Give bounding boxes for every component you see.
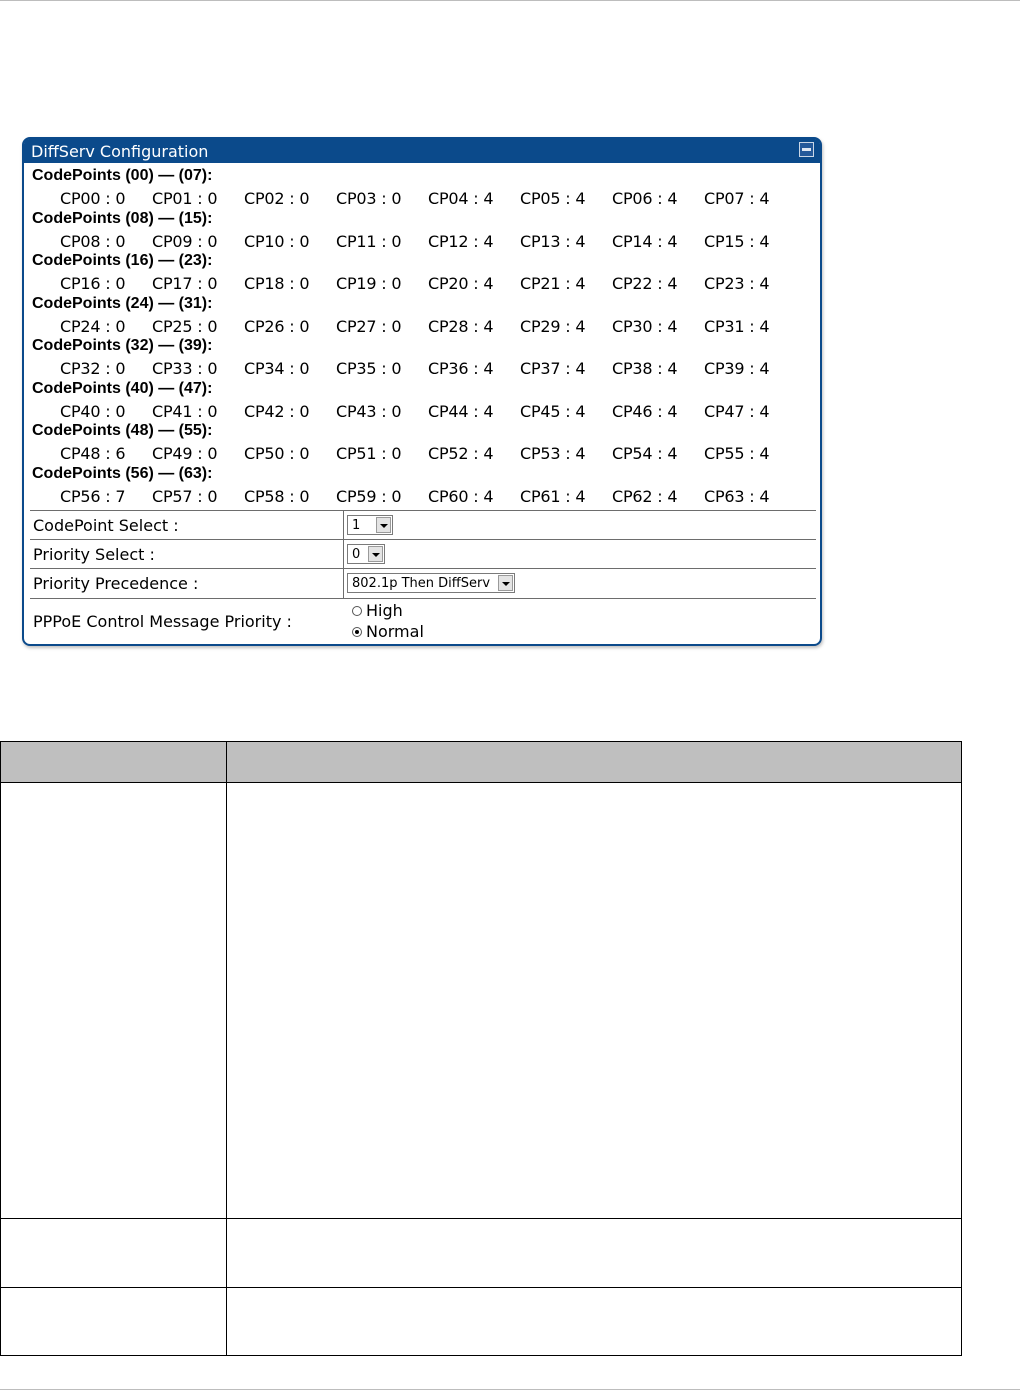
codepoint-value: CP20 : 4	[428, 274, 494, 293]
priority-select-value: 0	[352, 547, 361, 562]
codepoint-value: CP47 : 4	[704, 401, 770, 421]
codepoint-value: CP24 : 0	[60, 316, 126, 336]
codepoint-value: CP41 : 0	[152, 401, 218, 421]
codepoint-value: CP50 : 0	[244, 444, 310, 463]
codepoint-value: CP59 : 0	[336, 486, 402, 506]
radio-normal[interactable]	[352, 627, 362, 637]
chevron-down-icon[interactable]	[368, 546, 383, 562]
codepoint-value: CP62 : 4	[612, 486, 678, 506]
priority-precedence-select[interactable]	[347, 573, 515, 593]
codepoint-value: CP35 : 0	[336, 359, 402, 378]
codepoint-value: CP30 : 4	[612, 316, 678, 336]
panel-header	[24, 139, 820, 163]
pppoe-priority-row	[30, 598, 816, 644]
codepoint-value: CP11 : 0	[336, 231, 402, 251]
codepoint-select-row	[30, 510, 816, 540]
panel-title: DiffServ Configuration	[31, 142, 209, 161]
codepoint-value: CP31 : 4	[704, 316, 770, 336]
codepoint-value: CP39 : 4	[704, 359, 770, 378]
codepoint-value: CP61 : 4	[520, 486, 586, 506]
codepoint-value: CP25 : 0	[152, 316, 218, 336]
codepoint-value: CP34 : 0	[244, 359, 310, 378]
chevron-down-icon[interactable]	[376, 517, 391, 533]
minimize-icon[interactable]	[799, 142, 814, 157]
codepoint-value: CP29 : 4	[520, 316, 586, 336]
priority-select[interactable]	[347, 544, 385, 564]
codepoint-value: CP13 : 4	[520, 231, 586, 251]
page-top-rule	[0, 0, 1020, 1]
codepoint-group-header: CodePoints (32) — (39):	[32, 337, 213, 354]
codepoint-value: CP12 : 4	[428, 231, 494, 251]
codepoint-value: CP40 : 0	[60, 401, 126, 421]
description-table	[0, 741, 962, 1356]
radio-high-label: High	[366, 601, 403, 620]
codepoint-value: CP26 : 0	[244, 316, 310, 336]
diffserv-panel	[22, 137, 822, 646]
codepoint-value: CP43 : 0	[336, 401, 402, 421]
codepoint-value: CP45 : 4	[520, 401, 586, 421]
codepoint-value: CP55 : 4	[704, 444, 770, 463]
codepoint-value: CP27 : 0	[336, 316, 402, 336]
codepoint-group-header: CodePoints (40) — (47):	[32, 379, 213, 397]
codepoint-value: CP44 : 4	[428, 401, 494, 421]
codepoint-value: CP32 : 0	[60, 359, 126, 378]
codepoint-value: CP15 : 4	[704, 231, 770, 251]
codepoint-value: CP58 : 0	[244, 486, 310, 506]
codepoint-value: CP51 : 0	[336, 444, 402, 463]
codepoint-group-header: CodePoints (08) — (15):	[32, 209, 213, 227]
codepoint-group-header: CodePoints (00) — (07):	[32, 167, 213, 184]
codepoint-select-value: 1	[352, 518, 361, 533]
codepoint-value: CP54 : 4	[612, 444, 678, 463]
pppoe-priority-label: PPPoE Control Message Priority :	[33, 612, 292, 631]
codepoint-value: CP08 : 0	[60, 231, 126, 251]
codepoint-value: CP18 : 0	[244, 274, 310, 293]
codepoint-group-header: CodePoints (48) — (55):	[32, 422, 213, 439]
codepoint-value: CP33 : 0	[152, 359, 218, 378]
codepoint-value: CP00 : 0	[60, 189, 126, 208]
codepoint-value: CP16 : 0	[60, 274, 126, 293]
codepoint-value: CP57 : 0	[152, 486, 218, 506]
codepoint-value: CP03 : 0	[336, 189, 402, 208]
codepoint-value: CP38 : 4	[612, 359, 678, 378]
codepoint-select-label: CodePoint Select :	[33, 516, 179, 535]
codepoint-value: CP05 : 4	[520, 189, 586, 208]
description-table-row-divider	[1, 1218, 961, 1219]
pppoe-option-high[interactable]	[352, 601, 403, 620]
codepoint-value: CP42 : 0	[244, 401, 310, 421]
priority-precedence-label: Priority Precedence :	[33, 574, 199, 593]
codepoint-value: CP49 : 0	[152, 444, 218, 463]
codepoint-group-header: CodePoints (24) — (31):	[32, 294, 213, 312]
codepoint-group-header: CodePoints (56) — (63):	[32, 464, 213, 482]
priority-select-label: Priority Select :	[33, 545, 155, 564]
codepoint-value: CP01 : 0	[152, 189, 218, 208]
codepoint-value: CP56 : 7	[60, 486, 126, 506]
codepoint-value: CP28 : 4	[428, 316, 494, 336]
codepoint-value: CP36 : 4	[428, 359, 494, 378]
codepoint-value: CP14 : 4	[612, 231, 678, 251]
codepoint-value: CP02 : 0	[244, 189, 310, 208]
radio-high[interactable]	[352, 606, 362, 616]
codepoint-value: CP46 : 4	[612, 401, 678, 421]
codepoint-value: CP07 : 4	[704, 189, 770, 208]
codepoint-value: CP21 : 4	[520, 274, 586, 293]
description-table-header	[1, 742, 961, 783]
codepoint-value: CP19 : 0	[336, 274, 402, 293]
pppoe-option-normal[interactable]	[352, 622, 424, 641]
codepoint-value: CP06 : 4	[612, 189, 678, 208]
chevron-down-icon[interactable]	[498, 575, 513, 591]
priority-select-row	[30, 539, 816, 569]
codepoint-value: CP60 : 4	[428, 486, 494, 506]
codepoint-value: CP23 : 4	[704, 274, 770, 293]
priority-precedence-value: 802.1p Then DiffServ	[352, 576, 491, 591]
codepoint-value: CP63 : 4	[704, 486, 770, 506]
codepoint-value: CP22 : 4	[612, 274, 678, 293]
codepoint-value: CP10 : 0	[244, 231, 310, 251]
description-table-column-divider	[226, 742, 227, 1355]
description-table-row-divider	[1, 1287, 961, 1288]
codepoint-value: CP04 : 4	[428, 189, 494, 208]
codepoint-value: CP37 : 4	[520, 359, 586, 378]
radio-normal-label: Normal	[366, 622, 424, 641]
codepoint-group-header: CodePoints (16) — (23):	[32, 252, 213, 269]
page-bottom-rule	[0, 1389, 1020, 1390]
codepoint-value: CP48 : 6	[60, 444, 126, 463]
priority-precedence-row	[30, 568, 816, 599]
codepoint-value: CP52 : 4	[428, 444, 494, 463]
codepoint-value: CP17 : 0	[152, 274, 218, 293]
codepoint-select[interactable]	[347, 515, 393, 535]
codepoint-value: CP09 : 0	[152, 231, 218, 251]
codepoint-value: CP53 : 4	[520, 444, 586, 463]
